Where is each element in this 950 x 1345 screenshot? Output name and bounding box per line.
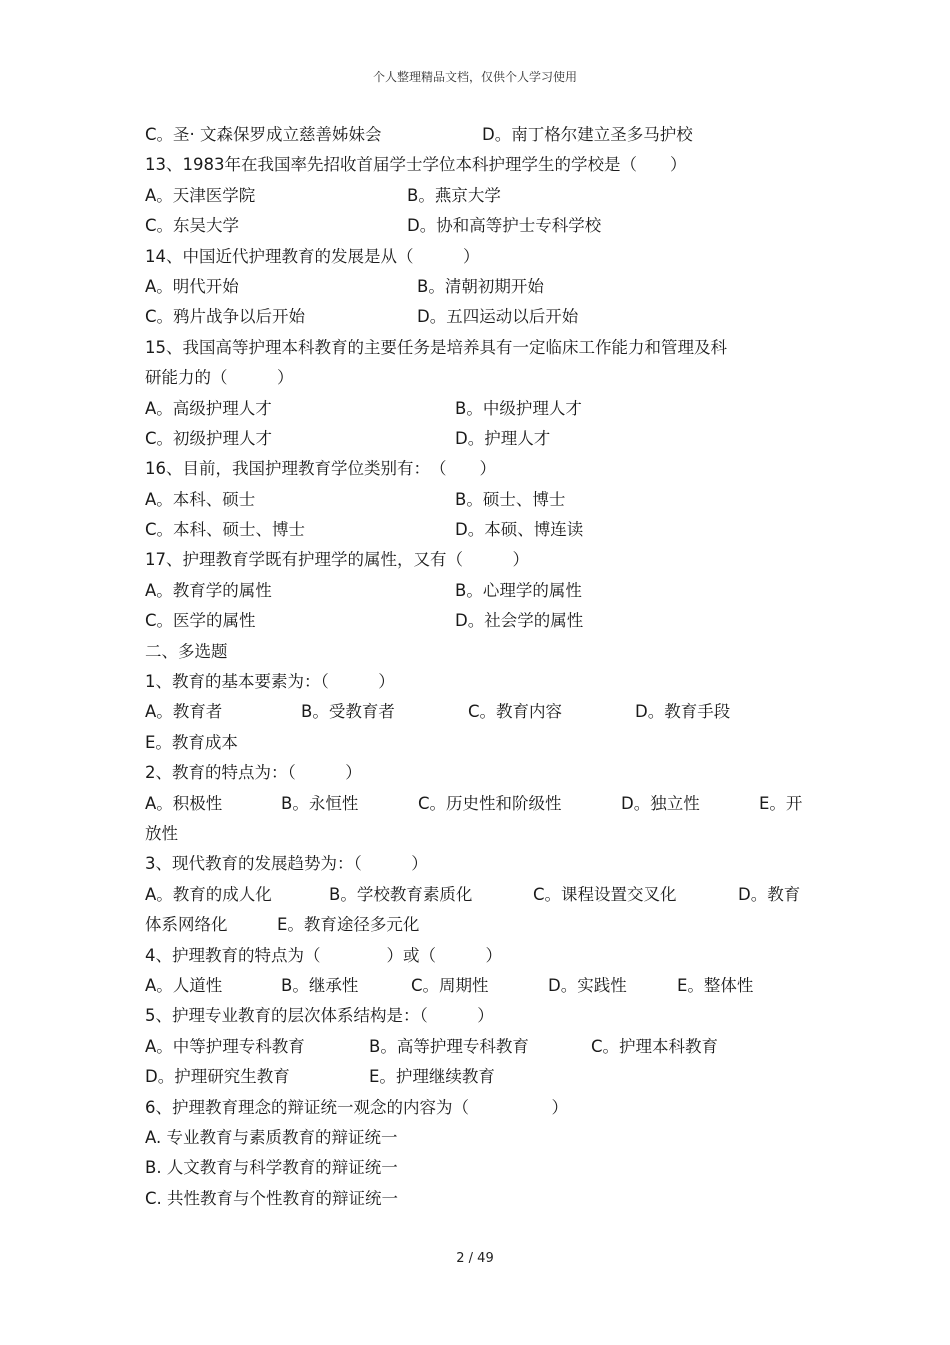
line-text: D。教育 [738, 884, 801, 904]
line-text: B。心理学的属性 [455, 580, 582, 600]
line-text: B。继承性 [281, 975, 359, 995]
text-line [145, 120, 815, 150]
line-text: 6、护理教育理念的辩证统一观念的内容为（ ） [145, 1097, 568, 1117]
option-line [145, 1153, 815, 1183]
line-text: 二、多选题 [145, 641, 228, 661]
line-text: A。天津医学院 [145, 185, 256, 205]
line-text: C。周期性 [411, 975, 489, 995]
line-text: B。永恒性 [281, 793, 359, 813]
line-text: 5、护理专业教育的层次体系结构是：（ ） [145, 1006, 494, 1026]
line-text: D。社会学的属性 [455, 611, 584, 631]
option-line [145, 424, 815, 454]
line-text: C。历史性和阶级性 [418, 793, 562, 813]
option-line [145, 302, 815, 332]
option-line [145, 1184, 815, 1214]
question-line [145, 454, 815, 484]
line-text: A。教育学的属性 [145, 580, 272, 600]
line-text: E。整体性 [677, 975, 754, 995]
line-text: D。南丁格尔建立圣多马护校 [482, 125, 693, 144]
question-line [145, 363, 815, 393]
line-text: C。本科、硕士、博士 [145, 520, 306, 540]
line-text: B。受教育者 [301, 702, 395, 722]
option-line [145, 211, 815, 241]
line-text: 研能力的（ ） [145, 368, 294, 388]
line-text: A。中等护理专科教育 [145, 1036, 305, 1056]
question-line [145, 545, 815, 575]
option-line [145, 971, 815, 1001]
line-text: D。五四运动以后开始 [417, 307, 579, 327]
option-line [145, 515, 815, 545]
line-text: D。独立性 [621, 793, 700, 813]
line-text: A。教育的成人化 [145, 884, 272, 904]
question-line [145, 242, 815, 272]
line-text: 4、护理教育的特点为（ ）或（ ） [145, 945, 502, 965]
line-text: C. 共性教育与个性教育的辩证统一 [145, 1188, 399, 1208]
option-line [145, 910, 815, 940]
section-heading [145, 637, 815, 667]
option-line [145, 1123, 815, 1153]
line-text: D。护理人才 [455, 428, 551, 448]
line-text: A。教育者 [145, 702, 223, 722]
line-text: A。人道性 [145, 975, 223, 995]
line-text: D。协和高等护士专科学校 [407, 216, 602, 236]
line-text: A。积极性 [145, 793, 223, 813]
line-text: B。中级护理人才 [455, 398, 582, 418]
line-text: 17、护理教育学既有护理学的属性，又有（ ） [145, 550, 529, 570]
option-line [145, 880, 815, 910]
line-text: C。东吴大学 [145, 216, 240, 236]
header-note: 个人整理精品文档，仅供个人学习使用 [372, 70, 577, 84]
line-text: B。高等护理专科教育 [369, 1036, 529, 1056]
option-line [145, 576, 815, 606]
line-text: 14、中国近代护理教育的发展是从（ ） [145, 246, 480, 266]
line-text: B。燕京大学 [407, 185, 501, 205]
line-text: 放性 [145, 823, 178, 843]
line-text: 16、目前，我国护理教育学位类别有： （ ） [145, 459, 496, 479]
line-text: A。高级护理人才 [145, 398, 272, 418]
question-line [145, 150, 815, 180]
question-line [145, 1001, 815, 1031]
line-text: C。课程设置交叉化 [533, 884, 677, 904]
option-line [145, 1032, 815, 1062]
option-line [145, 697, 815, 727]
line-text: B。硕士、博士 [455, 489, 566, 509]
option-line [145, 272, 815, 302]
option-line [145, 1062, 815, 1092]
line-text: B. 人文教育与科学教育的辩证统一 [145, 1158, 398, 1178]
line-text: E。教育成本 [145, 732, 238, 752]
line-text: C。教育内容 [468, 702, 563, 722]
question-line [145, 941, 815, 971]
option-line [145, 819, 815, 849]
line-text: A。本科、硕士 [145, 489, 256, 509]
question-line [145, 333, 815, 363]
option-line [145, 181, 815, 211]
line-text: B。清朝初期开始 [417, 276, 544, 296]
line-text: D。本硕、博连读 [455, 520, 584, 540]
line-text: E。教育途径多元化 [277, 915, 420, 935]
question-line [145, 667, 815, 697]
option-line [145, 485, 815, 515]
line-text: C。初级护理人才 [145, 428, 273, 448]
line-text: 15、我国高等护理本科教育的主要任务是培养具有一定临床工作能力和管理及科 [145, 337, 727, 357]
line-text: D。护理研究生教育 [145, 1067, 290, 1087]
line-text: C。医学的属性 [145, 611, 256, 631]
line-text: C。鸦片战争以后开始 [145, 307, 306, 327]
question-line [145, 758, 815, 788]
option-line [145, 394, 815, 424]
line-text: 1、教育的基本要素为：（ ） [145, 672, 395, 692]
line-text: B。学校教育素质化 [329, 884, 473, 904]
option-line [145, 789, 815, 819]
question-line [145, 1093, 815, 1123]
line-text: 3、现代教育的发展趋势为：（ ） [145, 854, 428, 874]
line-text: A。明代开始 [145, 276, 239, 296]
question-line [145, 849, 815, 879]
line-text: D。实践性 [548, 975, 627, 995]
line-text: 2、教育的特点为：（ ） [145, 763, 362, 783]
document-body [145, 120, 815, 1214]
option-line [145, 606, 815, 636]
line-text: A. 专业教育与素质教育的辩证统一 [145, 1127, 398, 1147]
line-text: 体系网络化 [145, 915, 228, 935]
option-line [145, 728, 815, 758]
line-text: C。护理本科教育 [591, 1036, 719, 1056]
page-number: 2 / 49 [456, 1251, 494, 1266]
line-text: C。圣· 文森保罗成立慈善姊妹会 [145, 125, 382, 144]
line-text: E。开 [759, 793, 803, 813]
line-text: E。护理继续教育 [369, 1067, 495, 1087]
line-text: D。教育手段 [635, 702, 731, 722]
line-text: 13、1983年在我国率先招收首届学士学位本科护理学生的学校是（ ） [145, 155, 687, 175]
